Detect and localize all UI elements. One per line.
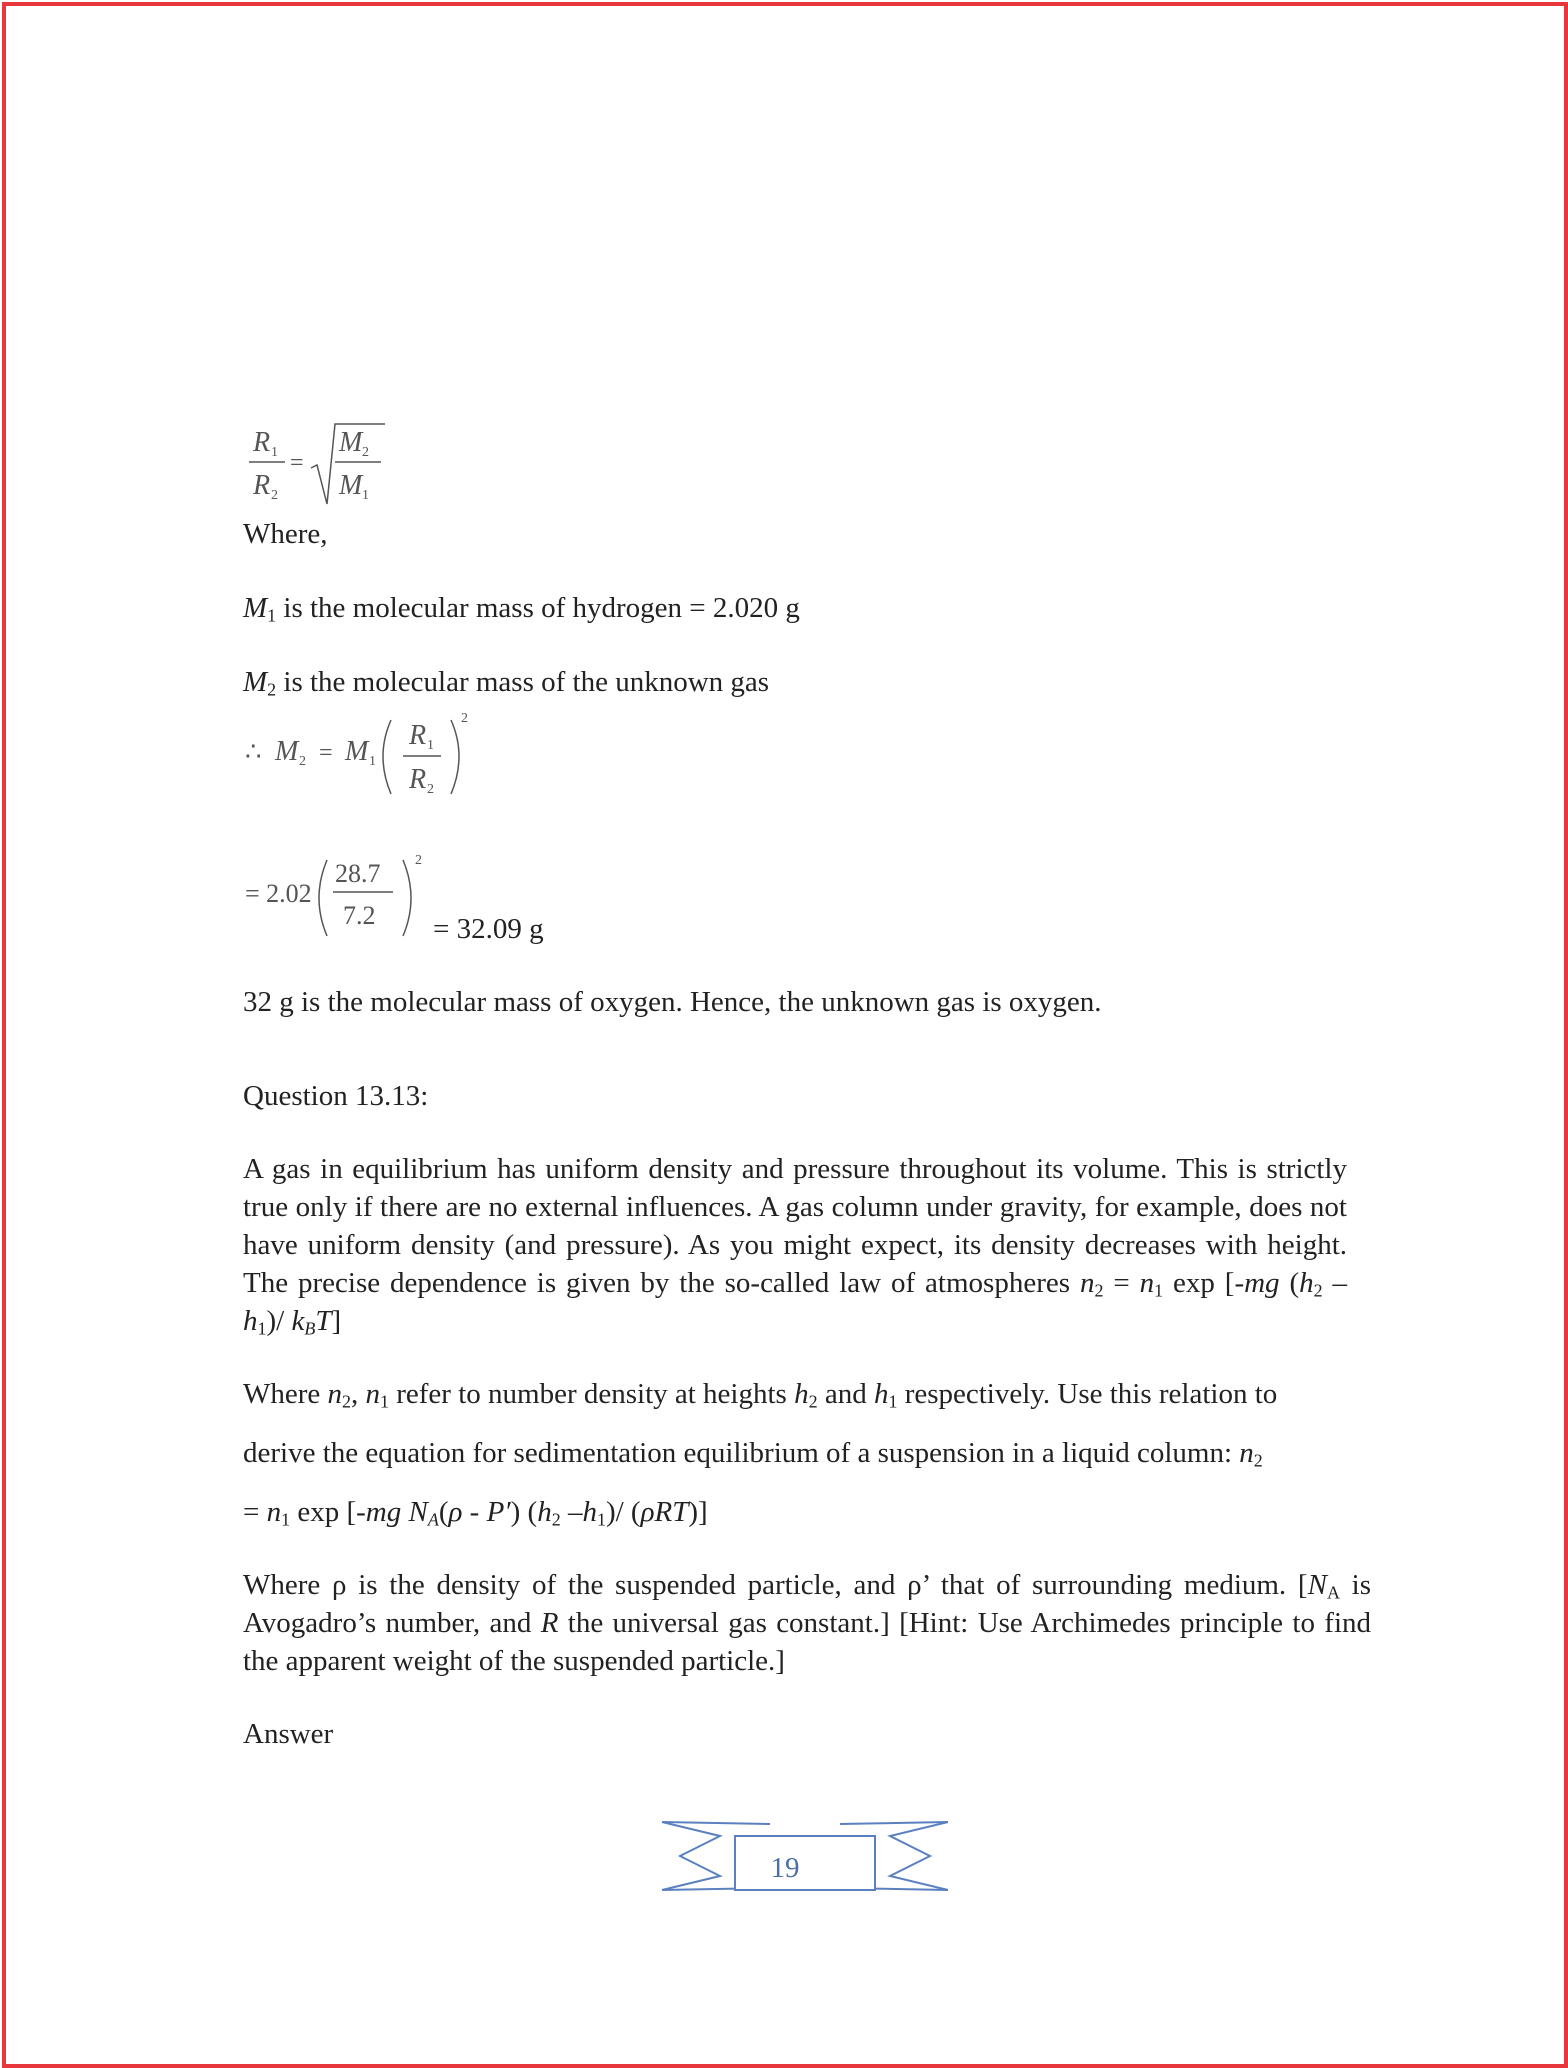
q3-avogadro: is Avogadro’s number, and	[243, 1569, 1372, 1639]
q2-where: Where	[243, 1378, 321, 1410]
eq2-exponent: 2	[461, 711, 468, 726]
question-paragraph-3: Where ρ is the density of the suspended particle, and ρ’ that of surrounding medium. [$N_A$ is Avogadro’s number, and R the universal gas constant.] [Hint: Use Archimedes principle to find the apparent weight of the suspended particle.]	[243, 1569, 1372, 1677]
q3-hint: the universal gas constant.] [Hint: Use Archimedes principle to find the apparent weight of the suspended particle.]	[243, 1607, 1371, 1677]
eq3-denominator: 7.2	[343, 901, 376, 930]
equation-graham-ratio	[243, 418, 403, 508]
page-number: 19	[770, 1852, 800, 1884]
m1-text: is the molecular mass of hydrogen = 2.020 g	[276, 592, 800, 624]
eq2-den-sub: 2	[427, 782, 434, 797]
eq2-num: R	[409, 720, 427, 751]
eq3-exponent: 2	[415, 853, 422, 868]
m1-subscript: 1	[267, 605, 277, 626]
eq2-equals: =	[319, 740, 333, 766]
equation-m2-numeric	[243, 848, 443, 944]
answer-label: Answer	[243, 1718, 334, 1750]
page-border	[2, 2, 1568, 2068]
eq2-lhs: M	[275, 736, 299, 767]
eq2-therefore: ∴	[245, 737, 262, 766]
eq2-rhs-sub: 1	[369, 754, 376, 769]
q3-density-text: Where ρ is the density of the suspended particle, and ρ’ that of surrounding medium. [	[243, 1569, 1308, 1601]
q2-refer: refer to number density at heights	[396, 1378, 787, 1410]
q2-derive: derive the equation for sedimentation equilibrium of a suspension in a liquid column:	[243, 1437, 1233, 1469]
m1-definition	[243, 589, 800, 627]
eq2-lhs-sub: 2	[299, 754, 306, 769]
eq2-rhs: M	[345, 736, 369, 767]
question-title: Question 13.13:	[243, 1080, 429, 1112]
eq1-m2: M	[339, 427, 363, 458]
question-paragraph-1: A gas in equilibrium has uniform density and pressure throughout its volume. This is strictly true only if there are no external influences. A gas column under gravity, for example, does not have uniform density (and pressure). As you might expect, its density decreases with height. The precise dependence is given by the so-called law of atmospheres $n_2 = n_1$ exp [-mg $(h_2 - h_1)/$ $k_BT$]	[243, 1153, 1348, 1339]
eq3-prefix: = 2.02	[245, 879, 312, 908]
eq1-r2-sub: 2	[271, 488, 278, 503]
eq1-r2: R	[253, 470, 271, 501]
eq2-den: R	[409, 764, 427, 795]
m1-symbol: M	[243, 592, 268, 624]
eq1-r1-sub: 1	[271, 445, 278, 460]
q2-respectively: respectively. Use this relation to	[904, 1378, 1278, 1410]
m2-subscript: 2	[267, 679, 277, 700]
m2-definition	[243, 663, 769, 701]
eq1-m2-sub: 2	[362, 445, 369, 460]
m2-symbol: M	[243, 666, 268, 698]
eq1-equals: =	[290, 450, 304, 476]
result-value: = 32.09 g	[433, 913, 544, 945]
law-of-atmospheres-text: A gas in equilibrium has uniform density and pressure throughout its volume. This is strictly true only if there are no external influences. A gas column under gravity, for example, does not have uniform density (and pressure). As you might expect, its density decreases with height. The precise dependence is given by the so-called law of atmospheres	[243, 1153, 1347, 1299]
question-paragraph-2-line-1: Where $n_2$, $n_1$ refer to number density at heights $h_2$ and $h_1$ respectively. Use this relation to	[243, 1378, 1278, 1412]
m2-text: is the molecular mass of the unknown gas	[276, 666, 770, 698]
eq2-num-sub: 1	[427, 738, 434, 753]
eq3-numerator: 28.7	[335, 859, 381, 888]
where-label: Where,	[243, 518, 328, 550]
eq1-m1: M	[339, 470, 363, 501]
q2-and: and	[824, 1378, 867, 1410]
question-paragraph-2-line-2: derive the equation for sedimentation equilibrium of a suspension in a liquid column: $n_2$	[243, 1437, 1263, 1471]
equation-m2-formula	[243, 706, 483, 802]
question-paragraph-2-line-3: = $n_1$ exp [-mg $N_A(\rho - P')$ ($h_2$ $-h_1)/$ (ρRT)]	[243, 1496, 708, 1530]
eq1-r1: R	[253, 427, 271, 458]
conclusion-text: 32 g is the molecular mass of oxygen. Hence, the unknown gas is oxygen.	[243, 986, 1102, 1018]
eq1-m1-sub: 1	[362, 488, 369, 503]
